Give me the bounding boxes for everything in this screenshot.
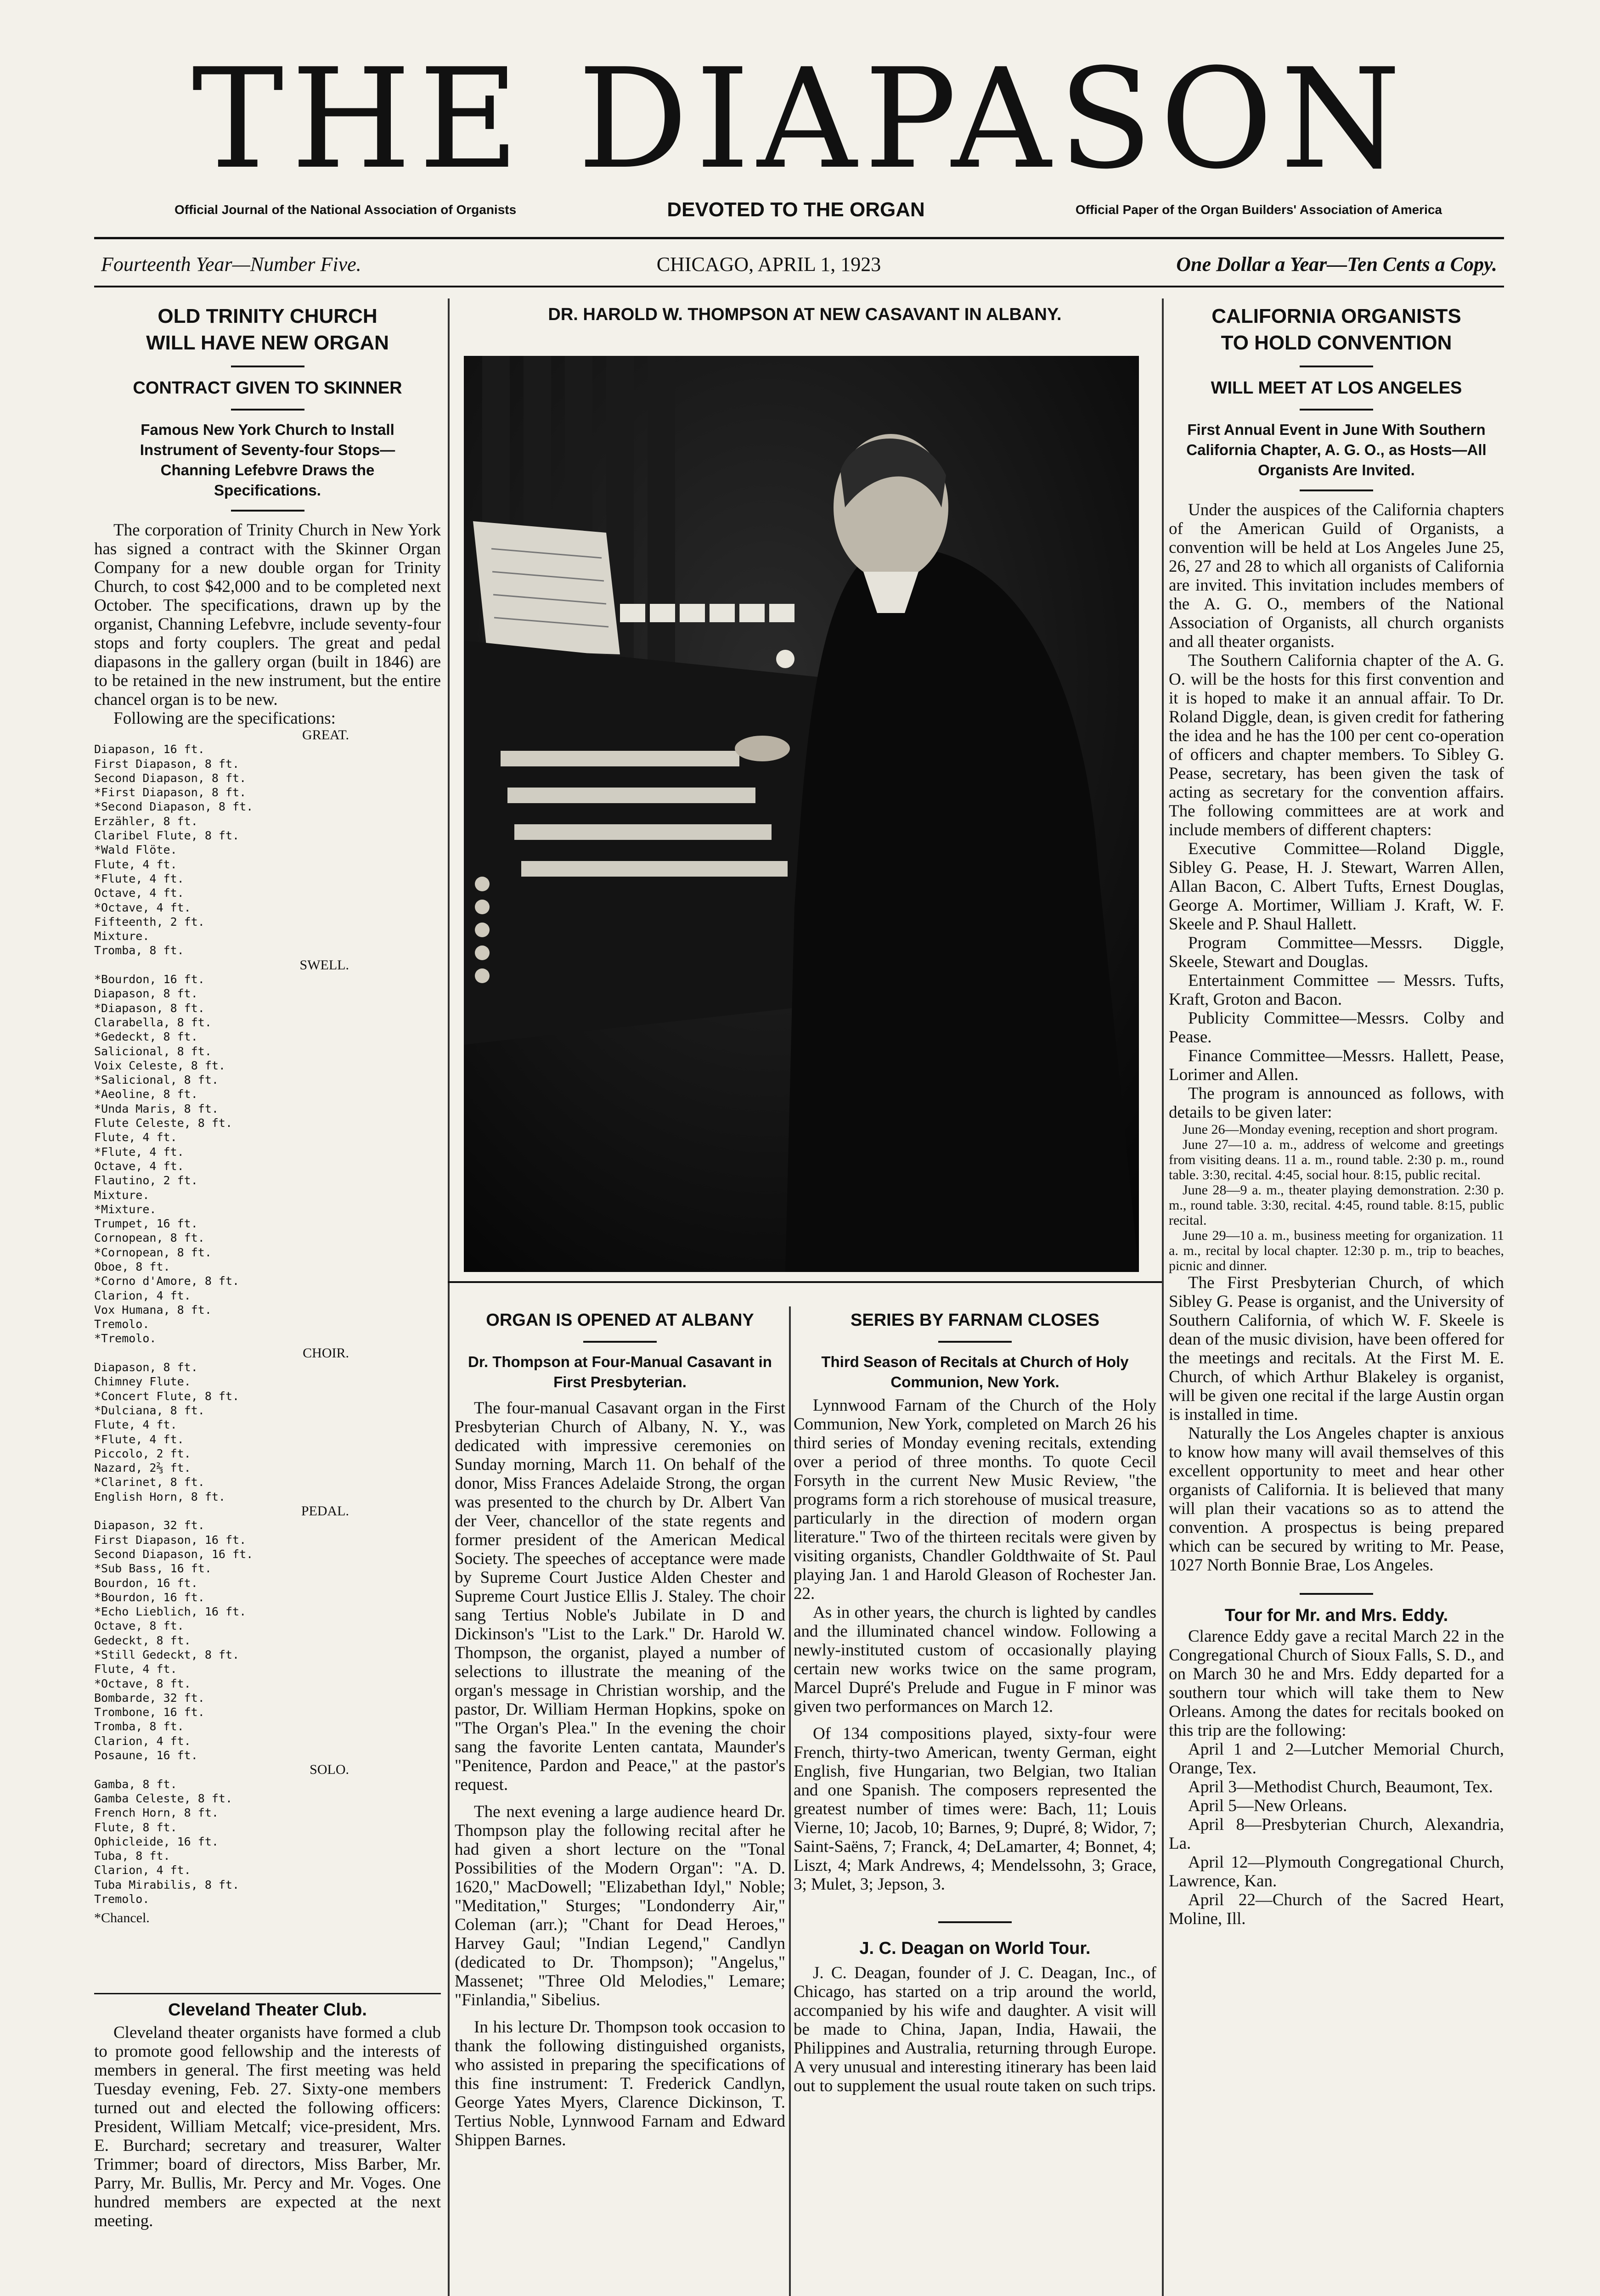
eddy-date-item: April 22—Church of the Sacred Heart, Moline, Ill. [1169, 1891, 1504, 1928]
organist-photo-art [464, 356, 1139, 1272]
spec-list-swell [94, 972, 441, 1346]
deagan-headline: J. C. Deagan on World Tour. [859, 1939, 1091, 1958]
eddy-date-item: April 5—New Orleans. [1188, 1796, 1347, 1815]
spec-stop: Octave, 8 ft. [94, 1619, 184, 1633]
tagline-row [175, 198, 1442, 221]
spec-stop: Tuba Mirabilis, 8 ft. [94, 1878, 240, 1891]
spec-stop: *Unda Maris, 8 ft. [94, 1102, 219, 1115]
spec-stop: Voix Celeste, 8 ft. [94, 1058, 225, 1072]
spec-stop: *Concert Flute, 8 ft. [94, 1389, 240, 1403]
program-item: June 27—10 a. m., address of welcome and greetings from visiting deans. 11 a. m., round table. 2:30 p. m., round table. 3:30, recital. 4:45, social hour. 8:15, public recital. [1169, 1137, 1504, 1182]
cleveland-headline: Cleveland Theater Club. [168, 2000, 367, 2020]
spec-stop: Piccolo, 2 ft. [94, 1446, 191, 1460]
trinity-subhead: CONTRACT GIVEN TO SKINNER [133, 378, 402, 398]
spec-stop: *Salicional, 8 ft. [94, 1073, 219, 1087]
spec-stop: Vox Humana, 8 ft. [94, 1303, 212, 1317]
spec-stop: *Sub Bass, 16 ft. [94, 1562, 212, 1576]
spec-stop: Clarion, 4 ft. [94, 1734, 191, 1748]
california-subhead: WILL MEET AT LOS ANGELES [1211, 378, 1462, 398]
eddy-headline: Tour for Mr. and Mrs. Eddy. [1224, 1606, 1448, 1625]
spec-division-pedal: PEDAL. [301, 1503, 349, 1519]
california-paragraph: The Southern California chapter of the A. G. O. will be the hosts for this first convention and it is hoped to make it an annual affair. To Dr. Roland Diggle, dean, is given credit for fathering the idea and he has the 100 per cent co-operation of officers and chapter members. To Sibley G. Pease, secretary, has been given the task of acting as secretary for the convention affairs. The following committees are at work and include members of different chapters: [1169, 651, 1504, 839]
spec-stop: Tuba, 8 ft. [94, 1849, 170, 1863]
spec-stop: Flute, 4 ft. [94, 1131, 177, 1144]
spec-stop: Posaune, 16 ft. [94, 1749, 198, 1762]
california-rule-2 [1300, 409, 1373, 411]
spec-stop: Gamba Celeste, 8 ft. [94, 1791, 233, 1805]
program-item: June 29—10 a. m., business meeting for organization. 11 a. m., recital by local chapter. 12:30 p. m., trip to beaches, picnic and dinner. [1169, 1228, 1504, 1273]
spec-stop: Erzähler, 8 ft. [94, 814, 198, 828]
eddy-date-item: April 8—Presbyterian Church, Alexandria, La. [1169, 1815, 1504, 1853]
cleveland-body [94, 2023, 441, 2230]
eddy-paragraph: Clarence Eddy gave a recital March 22 in the Congregational Church of Sioux Falls, S. D., and on March 30 he and Mrs. Eddy departed for a southern tour which will take them to New Orleans. Among the dates for recitals booked on this trip are the following: [1169, 1627, 1504, 1740]
california-paragraph: Executive Committee—Roland Diggle, Sibley G. Pease, H. J. Stewart, Warren Allen, Allan Bacon, C. Albert Tufts, Ernest Douglas, George A. Mortimer, William J. Kraft, W. F. Skeele and P. Shaul Hallett. [1169, 839, 1504, 934]
farnam-deck: Third Season of Recitals at Church of Holy Communion, New York. [821, 1353, 1129, 1390]
trinity-rule-1 [231, 366, 304, 367]
spec-stop: Second Diapason, 8 ft. [94, 771, 247, 785]
spec-stop: Tromba, 8 ft. [94, 944, 184, 957]
deagan-body [794, 1964, 1156, 2095]
farnam-article [794, 1309, 1156, 2095]
albany-headline: ORGAN IS OPENED AT ALBANY [486, 1311, 754, 1330]
organist-photo [464, 356, 1139, 1272]
farnam-paragraph: Of 134 compositions played, sixty-four were French, thirty-two American, twenty German, eight English, five Hungarian, two Belgian, two Italian and one Spanish. The composers represented the greatest number of times were: Bach, 11; Louis Vierne, 10; Jacob, 10; Barnes, 9; Dupré, 8; Widor, 7; Saint-Saëns, 7; Franck, 4; DeLamarter, 4; Bonnet, 4; Liszt, 4; Mark Andrews, 4; Mendelssohn, 3; Grace, 3; Mulet, 3; Jepson, 3. [794, 1724, 1156, 1894]
albany-deck: Dr. Thompson at Four-Manual Casavant in First Presbyterian. [468, 1353, 772, 1390]
spec-stop: Octave, 4 ft. [94, 886, 184, 900]
spec-division-swell: SWELL. [299, 957, 349, 973]
spec-stop: Flute, 4 ft. [94, 1662, 177, 1676]
dateline-price: One Dollar a Year—Ten Cents a Copy. [1176, 253, 1497, 276]
deagan-rule [938, 1921, 1012, 1923]
tagline-center: DEVOTED TO THE ORGAN [667, 198, 925, 221]
california-body-cont [1169, 1273, 1504, 1575]
deagan-paragraph: J. C. Deagan, founder of J. C. Deagan, Inc., of Chicago, has started on a trip around the world, accompanied by his wife and daughter. A visit will be made to China, Japan, India, Hawaii, the Philippines and Australia, returning through Europe. A very unusual and interesting itinerary has been laid out to supplement the usual route taken on such trips. [794, 1964, 1156, 2095]
spec-stop: *Corno d'Amore, 8 ft. [94, 1274, 240, 1288]
masthead-title: THE DIAPASON [192, 39, 1408, 199]
cleveland-paragraph: Cleveland theater organists have formed a club to promote good fellowship and the interests of members in general. The first meeting was held Tuesday evening, Feb. 27. Sixty-one members turned out and elected the following officers: President, William Metcalf; vice-president, Mrs. E. Burchard; secretary and treasurer, Walter Trimmer; board of directors, Miss Barber, Mr. Parry, Mr. Bullis, Mr. Percy and Mr. Voges. One hundred members are expected at the next meeting. [94, 2023, 441, 2230]
eddy-date-item: April 1 and 2—Lutcher Memorial Church, Orange, Tex. [1169, 1740, 1504, 1778]
california-body [1169, 501, 1504, 1122]
spec-stop: Fifteenth, 2 ft. [94, 915, 205, 929]
california-headline-1: CALIFORNIA ORGANISTS [1211, 305, 1461, 327]
spec-stop: Mixture. [94, 929, 150, 943]
spec-stop: Claribel Flute, 8 ft. [94, 829, 240, 843]
spec-stop: Salicional, 8 ft. [94, 1044, 212, 1058]
california-paragraph: Naturally the Los Angeles chapter is anxious to know how many will avail themselves of this excellent opportunity to meet and hear other organists of California. It is believed that many will plan their vacations so as to attend the convention. A prospectus is being prepared which can be secured by writing to Mr. Pease, 1027 North Bonnie Brae, Los Angeles. [1169, 1424, 1504, 1575]
spec-stop: *Cornopean, 8 ft. [94, 1245, 212, 1259]
albany-paragraph: In his lecture Dr. Thompson took occasion to thank the following distinguished organists, who assisted in preparing the specifications of this fine instrument: T. Frederick Candlyn, George Yates Myers, Clarence Dickinson, T. Tertius Noble, Lynnwood Farnam and Edward Shippen Barnes. [455, 2018, 785, 2150]
spec-stop: *Mixture. [94, 1202, 157, 1216]
trinity-paragraph: Following are the specifications: [113, 709, 336, 728]
spec-list-solo [94, 1777, 441, 1907]
spec-stop: Diapason, 32 ft. [94, 1519, 205, 1532]
eddy-date-item: April 3—Methodist Church, Beaumont, Tex. [1188, 1778, 1493, 1796]
spec-list-great [94, 742, 441, 957]
spec-stop: *Flute, 4 ft. [94, 1432, 184, 1446]
convention-program [1169, 1122, 1504, 1273]
spec-stop: Ophicleide, 16 ft. [94, 1835, 219, 1848]
column-rule-3 [1162, 298, 1164, 2296]
california-paragraph: The First Presbyterian Church, of which Sibley G. Pease is organist, and the University of Southern California, of which W. F. Skeele is dean of the music division, have been offered for the meetings and recitals. At the First M. E. Church, of which Arthur Blakeley is organist, will be given one recital if the large Austin organ is installed in time. [1169, 1273, 1504, 1424]
spec-stop: Flute, 8 ft. [94, 1820, 177, 1834]
spec-stop: *Tremolo. [94, 1332, 157, 1345]
masthead-rule [94, 237, 1504, 239]
spec-stop: *Wald Flöte. [94, 843, 177, 857]
photo-caption: DR. HAROLD W. THOMPSON AT NEW CASAVANT IN ALBANY. [548, 305, 1062, 324]
eddy-dates [1169, 1740, 1504, 1928]
spec-stop: *Gedeckt, 8 ft. [94, 1030, 198, 1044]
dateline [101, 253, 1497, 276]
spec-list-choir [94, 1360, 441, 1504]
spec-list-pedal [94, 1518, 441, 1762]
dateline-place-date: CHICAGO, APRIL 1, 1923 [656, 253, 881, 276]
spec-division-solo: SOLO. [310, 1762, 349, 1778]
eddy-date-item: April 12—Plymouth Congregational Church, Lawrence, Kan. [1169, 1853, 1504, 1891]
spec-stop: Gedeckt, 8 ft. [94, 1633, 191, 1647]
spec-stop: Clarion, 4 ft. [94, 1289, 191, 1302]
spec-footnote: *Chancel. [94, 1910, 150, 1926]
spec-stop: *Bourdon, 16 ft. [94, 973, 205, 986]
spec-stop: Trombone, 16 ft. [94, 1705, 205, 1719]
california-paragraph: The program is announced as follows, with details to be given later: [1169, 1084, 1504, 1122]
spec-stop: Octave, 4 ft. [94, 1159, 184, 1173]
spec-stop: Gamba, 8 ft. [94, 1777, 177, 1791]
spec-division-great: GREAT. [302, 727, 349, 743]
spec-stop: *First Diapason, 8 ft. [94, 786, 247, 799]
program-item: June 26—Monday evening, reception and short program. [1183, 1122, 1498, 1137]
eddy-body [1169, 1627, 1504, 1928]
trinity-headline-1: OLD TRINITY CHURCH [158, 305, 377, 327]
spec-stop: Diapason, 8 ft. [94, 987, 198, 1001]
spec-stop: *Bourdon, 16 ft. [94, 1590, 205, 1604]
california-rule-1 [1300, 366, 1373, 367]
tagline-right: Official Paper of the Organ Builders' Association of America [1075, 203, 1442, 217]
cleveland-article [94, 1998, 441, 2230]
spec-stop: Flute Celeste, 8 ft. [94, 1116, 233, 1130]
spec-stop: Flautino, 2 ft. [94, 1174, 198, 1187]
trinity-deck: Famous New York Church to Install Instrument of Seventy-four Stops—Channing Lefebvre Draws the Specifications. [140, 421, 395, 499]
farnam-body [794, 1396, 1156, 1894]
spec-stop: Chimney Flute. [94, 1375, 191, 1389]
spec-stop: *Echo Lieblich, 16 ft. [94, 1605, 247, 1619]
eddy-rule [1300, 1593, 1373, 1595]
dateline-rule [94, 286, 1504, 287]
trinity-rule-3 [231, 510, 304, 512]
spec-stop: Bombarde, 32 ft. [94, 1691, 205, 1705]
spec-stop: *Flute, 4 ft. [94, 1145, 184, 1159]
spec-stop: Trumpet, 16 ft. [94, 1217, 198, 1231]
california-rule-3 [1300, 490, 1373, 491]
albany-article [455, 1309, 785, 2150]
spec-stop: First Diapason, 16 ft. [94, 1533, 247, 1547]
spec-stop: Tremolo. [94, 1892, 150, 1906]
spec-stop: *Diapason, 8 ft. [94, 1001, 205, 1015]
trinity-headline-2: WILL HAVE NEW ORGAN [146, 332, 389, 354]
spec-division-choir: CHOIR. [303, 1345, 349, 1361]
spec-stop: *Dulciana, 8 ft. [94, 1403, 205, 1417]
spec-stop: Bourdon, 16 ft. [94, 1576, 198, 1590]
spec-stop: Flute, 4 ft. [94, 1418, 177, 1432]
spec-stop: Diapason, 8 ft. [94, 1361, 198, 1374]
trinity-specification [94, 728, 441, 1925]
california-paragraph: Entertainment Committee — Messrs. Tufts, Kraft, Groton and Bacon. [1169, 971, 1504, 1009]
trinity-rule-2 [231, 409, 304, 411]
spec-stop: English Horn, 8 ft. [94, 1490, 225, 1503]
farnam-paragraph: As in other years, the church is lighted by candles and the illuminated chancel window. Following a newly-instituted custom of occasionally playing certain new works twice on the same program, Marcel Dupré's Prelude and Fugue in F minor was given two performances on March 12. [794, 1603, 1156, 1716]
albany-rule [583, 1341, 657, 1343]
california-headline-2: TO HOLD CONVENTION [1221, 332, 1452, 354]
spec-stop: Oboe, 8 ft. [94, 1260, 170, 1273]
spec-stop: Tremolo. [94, 1317, 150, 1331]
trinity-body [94, 521, 441, 728]
california-deck: First Annual Event in June With Southern California Chapter, A. G. O., as Hosts—All Organists Are Invited. [1186, 421, 1487, 478]
dateline-issue: Fourteenth Year—Number Five. [101, 253, 361, 276]
spec-stop: Nazard, 2⅔ ft. [94, 1461, 191, 1475]
spec-stop: *Flute, 4 ft. [94, 872, 184, 885]
spec-stop: *Aeoline, 8 ft. [94, 1087, 198, 1101]
trinity-paragraph: The corporation of Trinity Church in New York has signed a contract with the Skinner Organ Company for a new double organ for Trinity Church, to cost $42,000 and to be completed next October. The specifications, drawn up by the organist, Channing Lefebvre, include seventy-four stops and forty couplers. The great and pedal diapasons in the gallery organ (built in 1846) are to be retained in the new instrument, but the entire chancel organ is to be new. [94, 521, 441, 709]
spec-stop: Clarabella, 8 ft. [94, 1015, 212, 1029]
spec-stop: Mixture. [94, 1188, 150, 1202]
tagline-left: Official Journal of the National Association of Organists [175, 203, 517, 217]
california-paragraph: Under the auspices of the California chapters of the American Guild of Organists, a convention will be held at Los Angeles June 25, 26, 27 and 28 to which all organists of California are invited. This invitation includes members of the A. G. O., members of the National Association of Organists, all church organists and all theater organists. [1169, 501, 1504, 651]
spec-stop: *Clarinet, 8 ft. [94, 1475, 205, 1489]
spec-stop: *Octave, 4 ft. [94, 900, 191, 914]
farnam-headline: SERIES BY FARNAM CLOSES [851, 1311, 1099, 1330]
spec-stop: First Diapason, 8 ft. [94, 757, 240, 771]
albany-paragraph: The next evening a large audience heard Dr. Thompson play the following recital after he had given a short lecture on the "Tonal Possibilities of the Modern Organ": "A. D. 1620," MacDowell; "Elizabethan Idyl," Noble; "Meditation," Sturges; "Londonderry Air," Coleman (arr.); "Chant for Dead Heroes," Harvey Gaul; "Indian Legend," Candlyn (dedicated to Dr. Thompson); "Angelus," Massenet; "Three Old Melodies," Lemare; "Finlandia," Sibelius. [455, 1802, 785, 2009]
spec-stop: Second Diapason, 16 ft. [94, 1547, 254, 1561]
spec-stop: *Octave, 8 ft. [94, 1677, 191, 1690]
farnam-paragraph: Lynnwood Farnam of the Church of the Holy Communion, New York, completed on March 26 his third series of Monday evening recitals, extending over a period of three months. To quote Cecil Forsyth in the current New Music Review, "the programs form a rich storehouse of musical treasure, particularly in the direction of modern organ literature." Two of the thirteen recitals were given by visiting organists, Chandler Goldthwaite of St. Paul playing Jan. 1 and Harold Gleason of Rochester Jan. 22. [794, 1396, 1156, 1603]
column-rule-2 [789, 1306, 791, 2296]
california-paragraph: Program Committee—Messrs. Diggle, Skeele, Stewart and Douglas. [1169, 934, 1504, 971]
spec-stop: Diapason, 16 ft. [94, 743, 205, 756]
california-paragraph: Finance Committee—Messrs. Hallett, Pease, Lorimer and Allen. [1169, 1047, 1504, 1084]
farnam-rule [938, 1341, 1012, 1343]
spec-stop: French Horn, 8 ft. [94, 1806, 219, 1820]
photo-bottom-rule [448, 1281, 1162, 1283]
california-article [1169, 303, 1504, 1928]
albany-paragraph: The four-manual Casavant organ in the First Presbyterian Church of Albany, N. Y., was dedicated with impressive ceremonies on Sunday morning, March 11. On behalf of the donor, Miss Frances Adelaide Strong, the organ was presented to the church by Dr. Albert Van der Veer, chancellor of the state regents and former president of the American Medical Society. The speeches of acceptance were made by Supreme Court Justice Alden Chester and Supreme Court Justice Ellis J. Staley. The choir sang Tertius Noble's Jubilate in D and Dickinson's "List to the Lark." Dr. Harold W. Thompson, the organist, played a number of selections to illustrate the meaning of the organ's message in Christian worship, and the pastor, Dr. William Herman Hopkins, spoke on "The Organ's Plea." In the evening the choir sang the favorite Lenten cantata, Maunder's "Penitence, Pardon and Peace," at the pastor's request. [455, 1399, 785, 1794]
program-item: June 28—9 a. m., theater playing demonstration. 2:30 p. m., round table. 3:30, recital. 4:45, round table. 8:15, public recital. [1169, 1182, 1504, 1228]
spec-stop: Cornopean, 8 ft. [94, 1231, 205, 1245]
albany-body [455, 1399, 785, 2150]
spec-stop: Clarion, 4 ft. [94, 1863, 191, 1877]
trinity-article [94, 303, 441, 1925]
spec-stop: Tromba, 8 ft. [94, 1720, 184, 1733]
spec-stop: Flute, 4 ft. [94, 857, 177, 871]
spec-stop: *Second Diapason, 8 ft. [94, 800, 254, 814]
column-rule-1 [448, 298, 450, 2296]
spec-stop: *Still Gedeckt, 8 ft. [94, 1648, 240, 1661]
california-paragraph: Publicity Committee—Messrs. Colby and Pease. [1169, 1009, 1504, 1047]
column1-divider [94, 1993, 441, 1994]
